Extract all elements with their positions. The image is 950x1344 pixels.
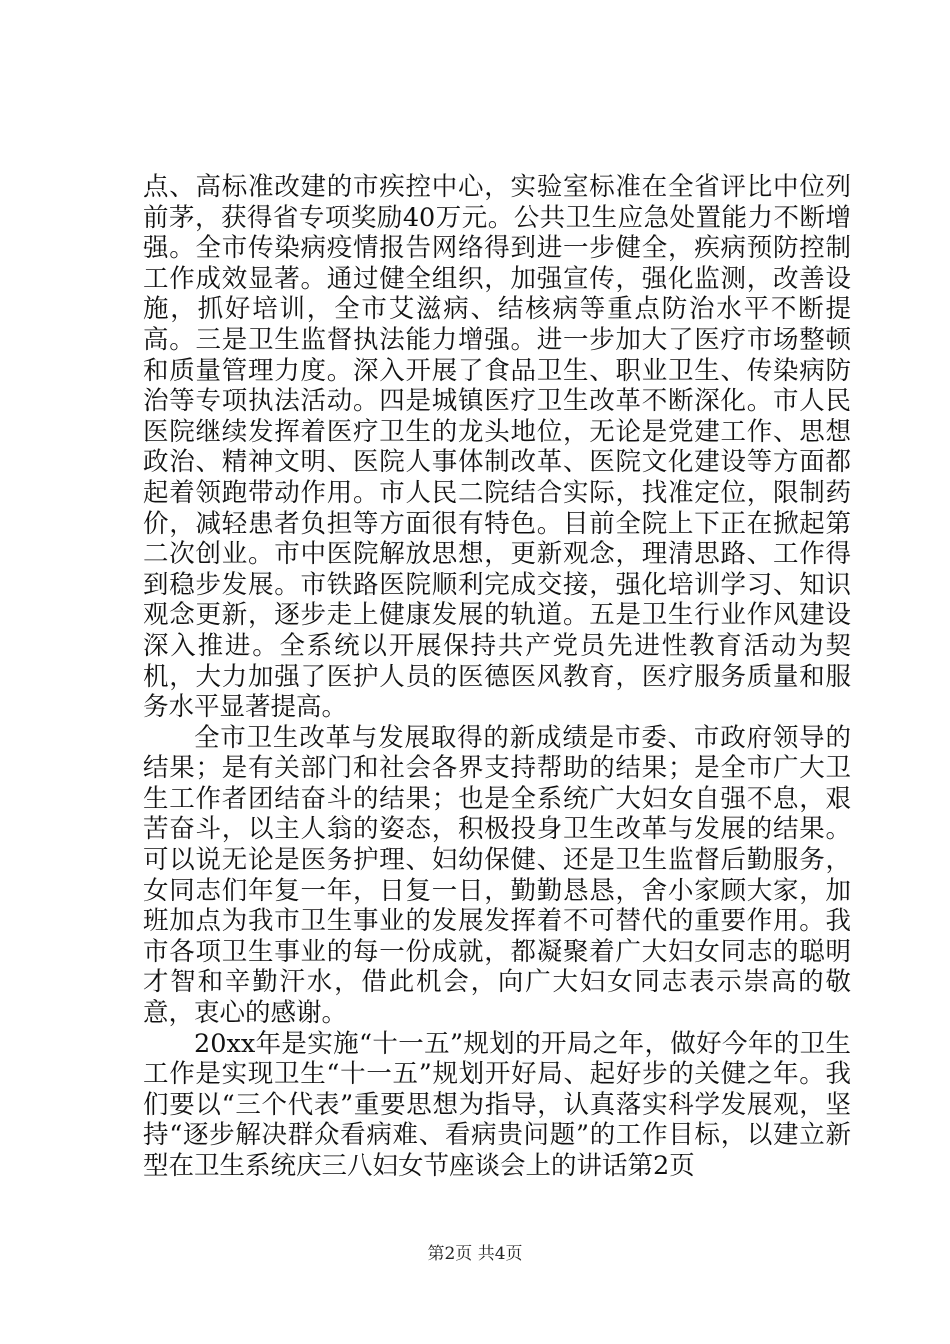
paragraph-1: 点、高标准改建的市疾控中心，实验室标准在全省评比中位列前茅，获得省专项奖励40万元。公共卫生应急处置能力不断增强。全市传染病疫情报告网络得到进一步健全，疾病预防控制工作成效显著。通过健全组织，加强宣传，强化监测，改善设施，抓好培训，全市艾滋病、结核病等重点防治水平不断提高。三是卫生监督执法能力增强。进一步加大了医疗市场整顿和质量管理力度。深入开展了食品卫生、职业卫生、传染病防治等专项执法活动。四是城镇医疗卫生改革不断深化。市人民医院继续发挥着医疗卫生的龙头地位，无论是党建工作、思想政治、精神文明、医院人事体制改革、医院文化建设等方面都起着领跑带动作用。市人民二院结合实际，找准定位，限制药价，减轻患者负担等方面很有特色。目前全院上下正在掀起第二次创业。市中医院解放思想，更新观念，理清思路、工作得到稳步发展。市铁路医院顺利完成交接，强化培训学习、知识观念更新，逐步走上健康发展的轨道。五是卫生行业作风建设深入推进。全系统以开展保持共产党员先进性教育活动为契机，大力加强了医护人员的医德医风教育，医疗服务质量和服务水平显著提高。: [143, 172, 851, 723]
page-number-footer: 第2页 共4页: [427, 1244, 523, 1264]
document-body: [143, 172, 851, 1182]
paragraph-2: 全市卫生改革与发展取得的新成绩是市委、市政府领导的结果；是有关部门和社会各界支持帮助的结果；是全市广大卫生工作者团结奋斗的结果；也是全系统广大妇女自强不息，艰苦奋斗，以主人翁的姿态，积极投身卫生改革与发展的结果。可以说无论是医务护理、妇幼保健、还是卫生监督后勤服务，女同志们年复一年，日复一日，勤勤恳恳，舍小家顾大家，加班加点为我市卫生事业的发展发挥着不可替代的重要作用。我市各项卫生事业的每一份成就，都凝聚着广大妇女同志的聪明才智和辛勤汗水，借此机会，向广大妇女同志表示崇高的敬意，衷心的感谢。: [143, 722, 851, 1029]
paragraph-3: 20xx年是实施“十一五”规划的开局之年，做好今年的卫生工作是实现卫生“十一五”规划开好局、起好步的关健之年。我们要以“三个代表”重要思想为指导，认真落实科学发展观，坚持“逐步解决群众看病难、看病贵问题”的工作目标，以建立新型在卫生系统庆三八妇女节座谈会上的讲话第2页: [143, 1028, 851, 1181]
